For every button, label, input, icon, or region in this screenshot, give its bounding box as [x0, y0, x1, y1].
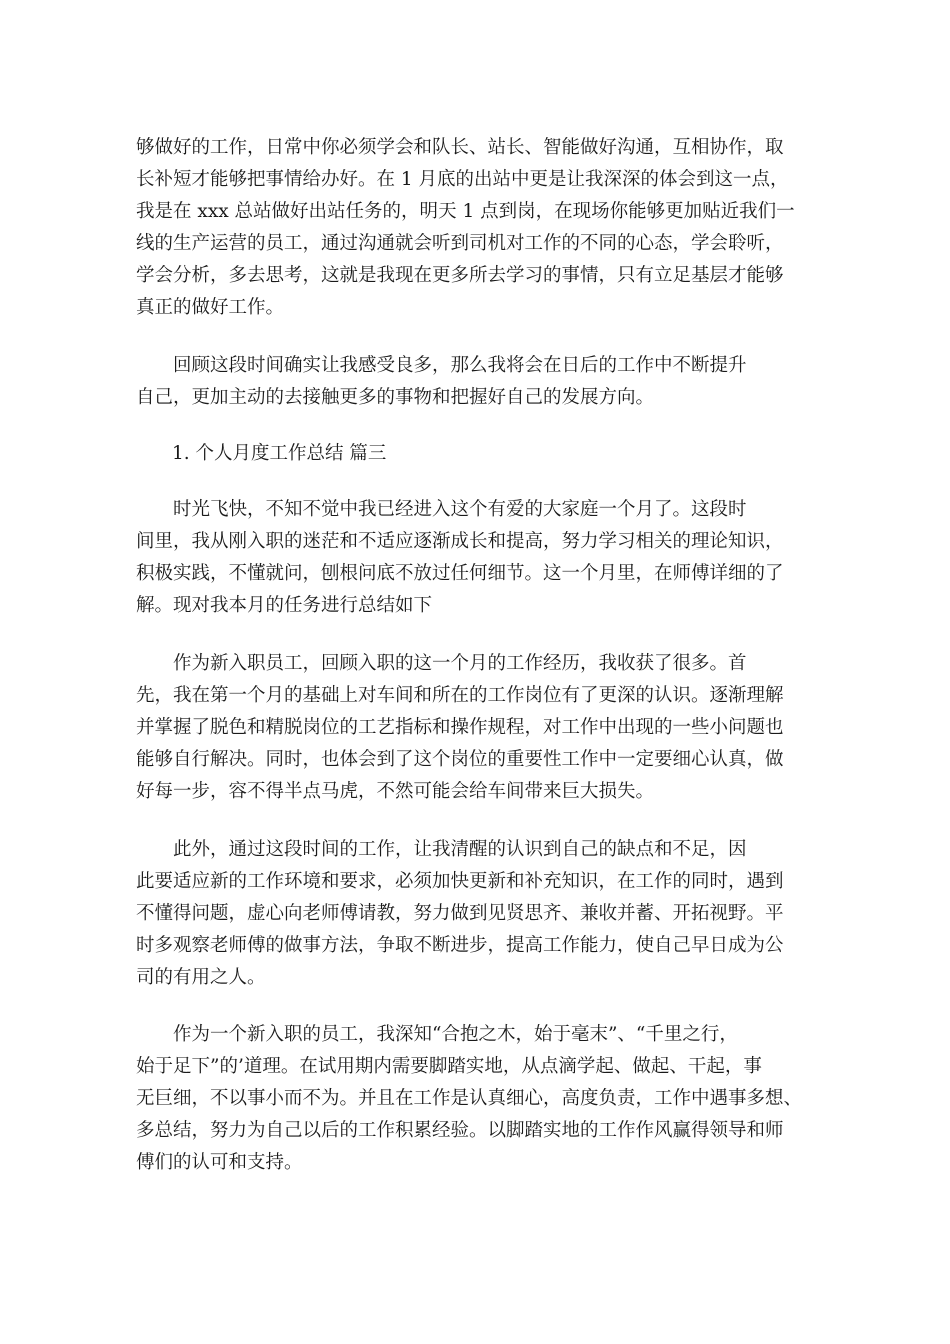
text-line: 长补短才能够把事情给办好。在 1 月底的出站中更是让我深深的体会到这一点， — [136, 169, 789, 190]
paragraph-6 — [136, 1019, 826, 1179]
text-line: 多总结，努力为自己以后的工作积累经验。以脚踏实地的工作作风赢得领导和师 — [136, 1120, 784, 1141]
paragraph-5 — [136, 834, 826, 994]
text-line: 始于足下”的’道理。在试用期内需要脚踏实地，从点滴学起、做起、干起，事 — [136, 1056, 762, 1077]
text-line: 回顾这段时间确实让我感受良多，那么我将会在日后的工作中不断提升 — [136, 355, 747, 376]
text-line: 不懂得问题，虚心向老师傅请教，努力做到见贤思齐、兼收并蓄、开拓视野。平 — [136, 903, 784, 924]
text-line: 够做好的工作，日常中你必须学会和队长、站长、智能做好沟通，互相协作，取 — [136, 137, 784, 158]
text-line: 好每一步，容不得半点马虎，不然可能会给车间带来巨大损失。 — [136, 781, 655, 802]
text-line: 间里，我从刚入职的迷茫和不适应逐渐成长和提高，努力学习相关的理论知识， — [136, 531, 784, 552]
text-line: 学会分析，多去思考，这就是我现在更多所去学习的事情，只有立足基层才能够 — [136, 265, 784, 286]
text-line: 无巨细，不以事小而不为。并且在工作是认真细心，高度负责，工作中遇事多想、 — [136, 1088, 803, 1109]
text-line: 自己，更加主动的去接触更多的事物和把握好自己的发展方向。 — [136, 387, 655, 408]
paragraph-3 — [136, 494, 826, 622]
paragraph-2 — [136, 350, 826, 414]
text-line: 作为新入职员工，回顾入职的这一个月的工作经历，我收获了很多。首 — [136, 653, 747, 674]
text-line: 积极实践，不懂就问，刨根问底不放过任何细节。这一个月里，在师傅详细的了 — [136, 563, 784, 584]
text-line: 并掌握了脱色和精脱岗位的工艺指标和操作规程，对工作中出现的一些小问题也 — [136, 717, 784, 738]
text-line: 能够自行解决。同时，也体会到了这个岗位的重要性工作中一定要细心认真，做 — [136, 749, 784, 770]
section-heading — [136, 438, 826, 470]
text-line: 真正的做好工作。 — [136, 297, 285, 318]
text-line: 作为一个新入职的员工，我深知“合抱之木，始于毫末”、“千里之行， — [136, 1024, 738, 1045]
text-line: 时多观察老师傅的做事方法，争取不断进步，提高工作能力，使自己早日成为公 — [136, 935, 784, 956]
paragraph-4 — [136, 648, 826, 808]
text-line: 我是在 xxx 总站做好出站任务的，明天 1 点到岗，在现场你能够更加贴近我们一 — [136, 201, 795, 222]
text-line: 线的生产运营的员工，通过沟通就会听到司机对工作的不同的心态，学会聆听， — [136, 233, 784, 254]
text-line: 时光飞快，不知不觉中我已经进入这个有爱的大家庭一个月了。这段时 — [136, 499, 747, 520]
text-line: 此要适应新的工作环境和要求，必须加快更新和补充知识，在工作的同时，遇到 — [136, 871, 784, 892]
heading-text: 1. 个人月度工作总结 篇三 — [172, 443, 387, 464]
text-line: 司的有用之人。 — [136, 967, 266, 988]
text-line: 傅们的认可和支持。 — [136, 1152, 303, 1173]
paragraph-1 — [136, 132, 826, 324]
text-line: 先，我在第一个月的基础上对车间和所在的工作岗位有了更深的认识。逐渐理解 — [136, 685, 784, 706]
text-line: 解。现对我本月的任务进行总结如下 — [136, 595, 433, 616]
text-line: 此外，通过这段时间的工作，让我清醒的认识到自己的缺点和不足，因 — [136, 839, 747, 860]
